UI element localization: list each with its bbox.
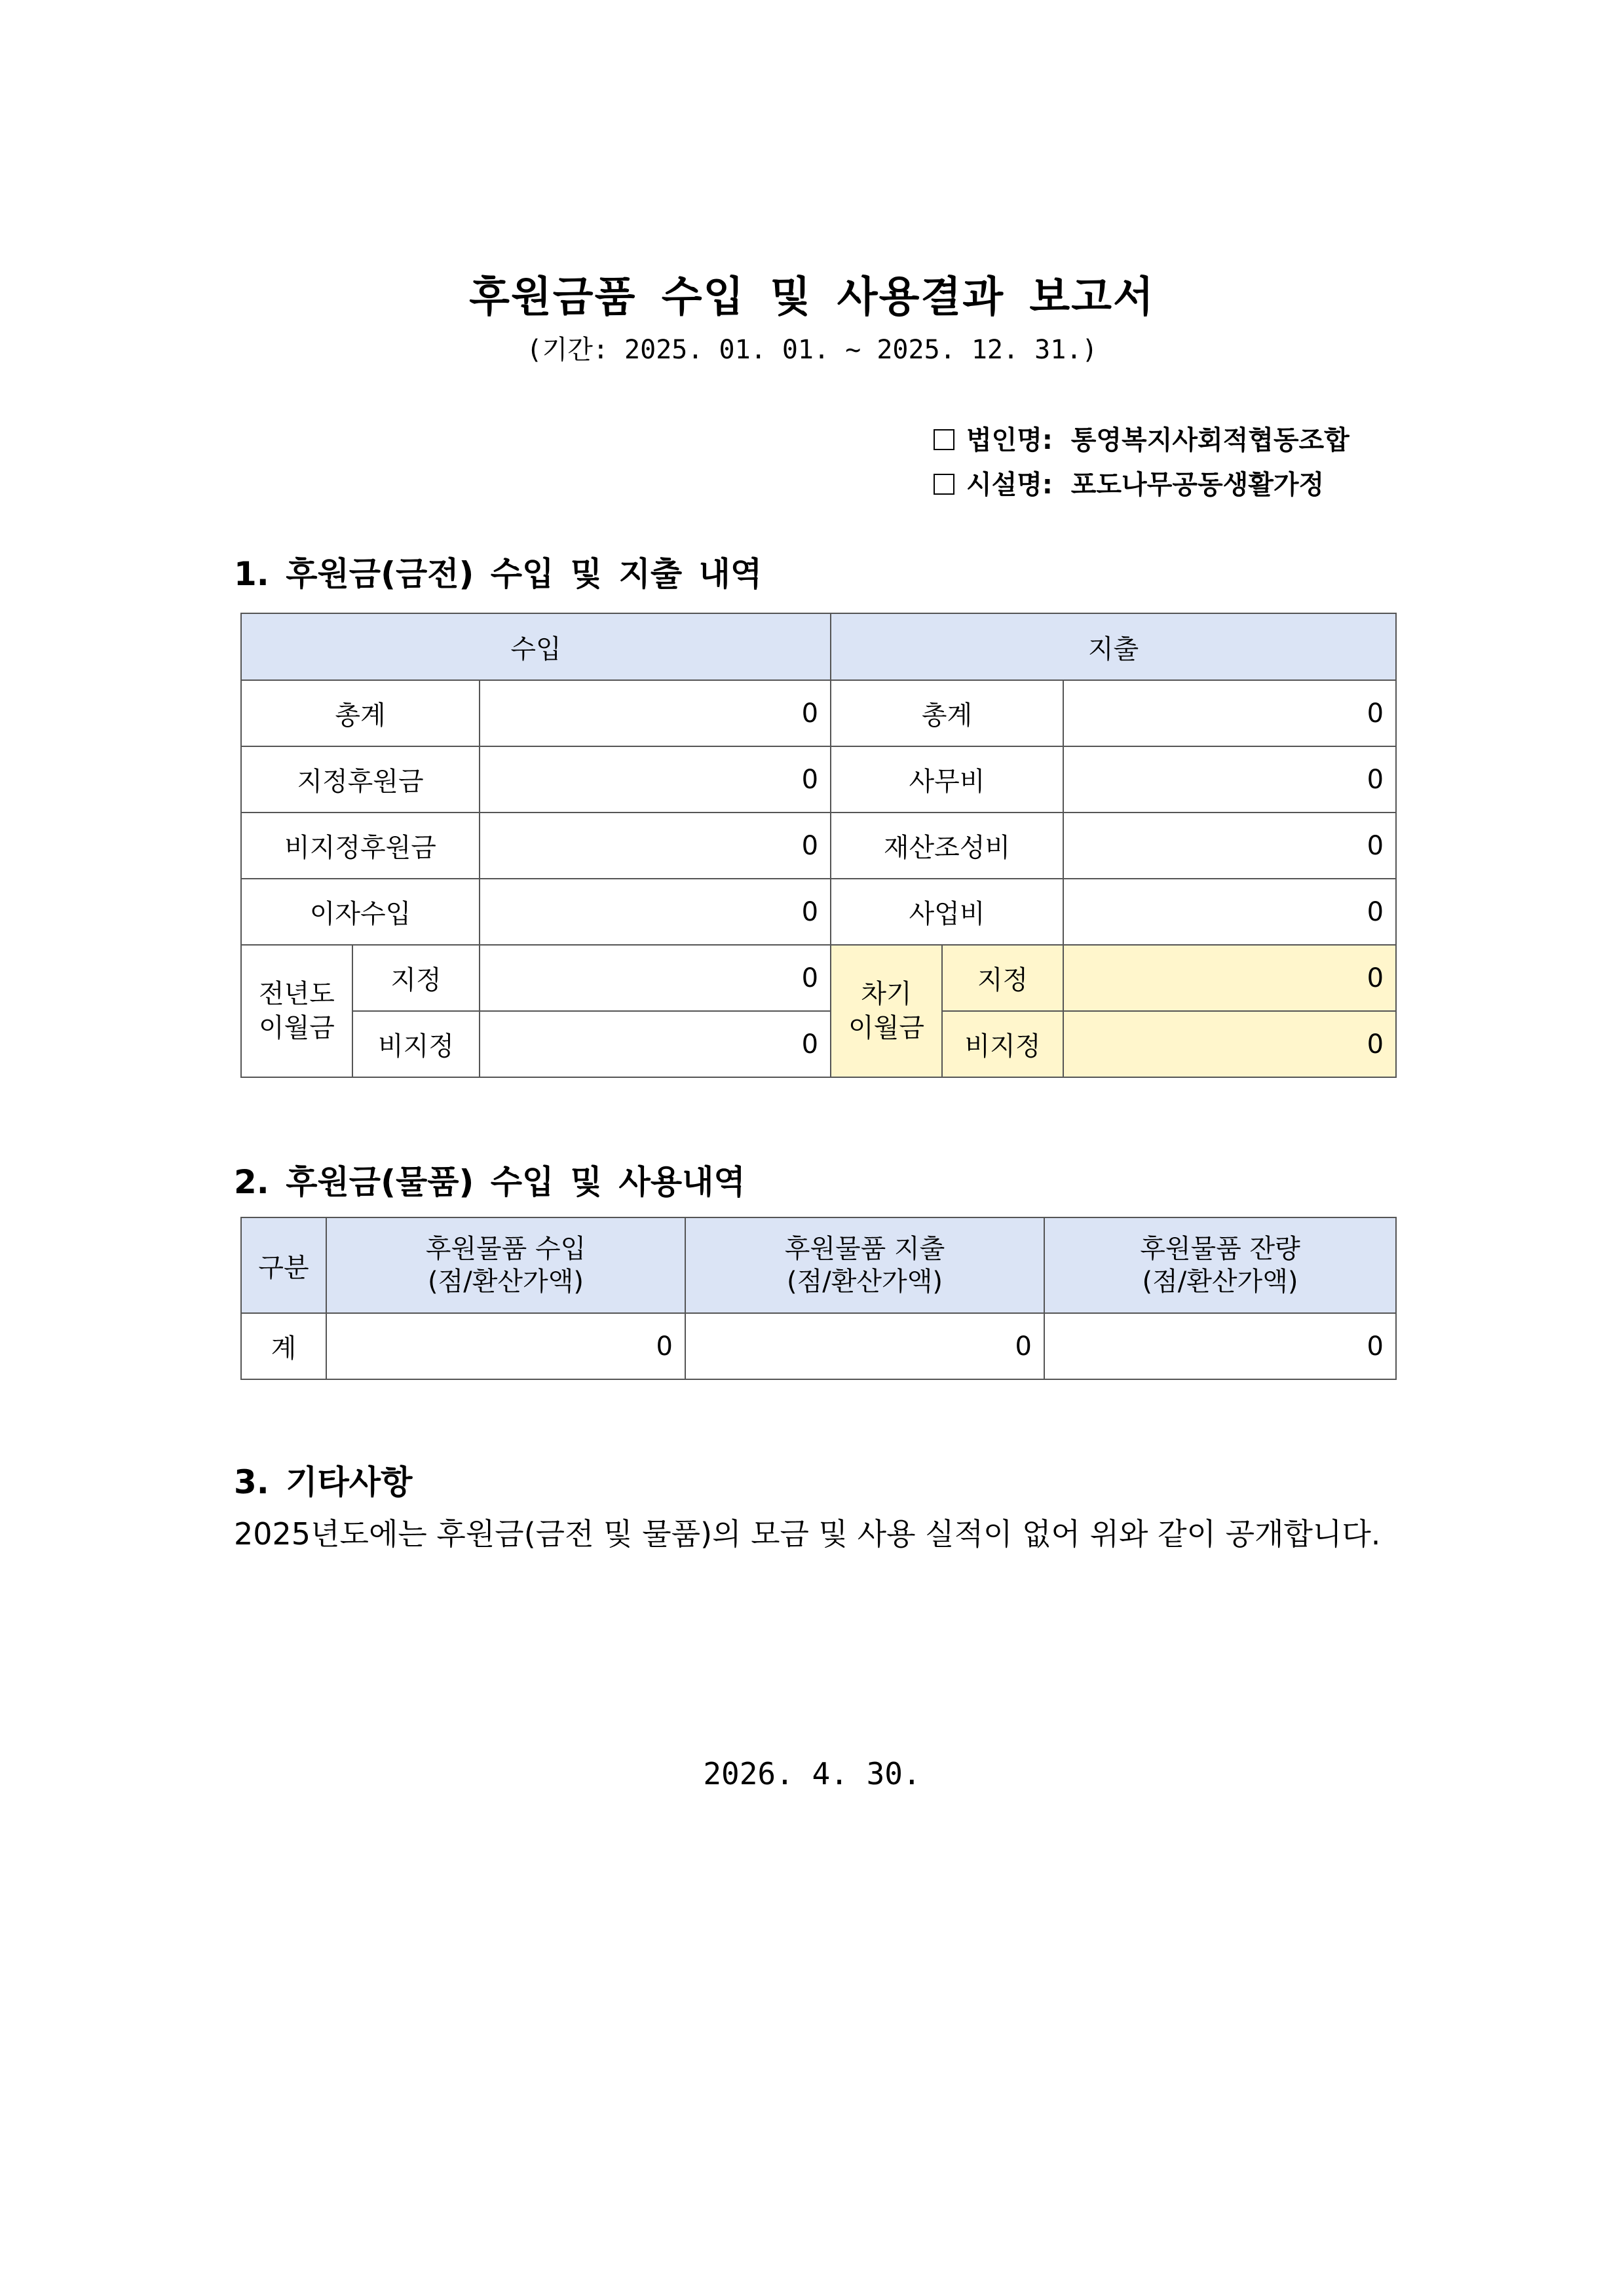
carry-in-label [241,945,352,1077]
table-row [241,680,1396,746]
income-header: 수입 [241,613,831,680]
facility-info [934,464,1324,501]
income-total-value: 0 [480,680,831,746]
income-total-label: 총계 [241,680,480,746]
carry-out-undesignated-label: 비지정 [942,1011,1063,1077]
remarks-text: 2025년도에는 후원금(금전 및 물품)의 모금 및 사용 실적이 없어 위와 같이 공개합니다. [234,1516,1381,1552]
corp-info [934,419,1350,457]
carry-in-designated-label: 지정 [352,945,480,1011]
table-row [241,746,1396,813]
carry-in-designated-value: 0 [480,945,831,1011]
expense-total-value: 0 [1063,680,1396,746]
goods-expense-total: 0 [685,1313,1044,1379]
goods-income-header-line2: (점/환산가액) [428,1267,584,1297]
corp-label: 법인명: [966,425,1053,455]
section3-heading: 3. 기타사항 [234,1463,413,1501]
asset-expense-label: 재산조성비 [831,813,1063,879]
section1-heading: 1. 후원금(금전) 수입 및 지출 내역 [234,555,763,593]
goods-balance-header-line2: (점/환산가액) [1142,1267,1298,1297]
project-expense-label: 사업비 [831,879,1063,945]
goods-donation-table [240,1217,1397,1380]
goods-balance-header [1044,1217,1396,1313]
checkbox-square-icon [934,429,954,450]
goods-expense-header-line1: 후원물품 지출 [784,1234,945,1264]
goods-expense-header-line2: (점/환산가액) [787,1267,943,1297]
facility-label: 시설명: [966,470,1053,500]
carry-out-designated-value: 0 [1063,945,1396,1011]
report-period: (기간: 2025. 01. 01. ~ 2025. 12. 31.) [526,335,1098,365]
goods-income-header-line1: 후원물품 수입 [425,1234,586,1264]
goods-balance-total: 0 [1044,1313,1396,1379]
facility-name: 포도나무공동생활가정 [1070,470,1325,500]
category-header: 구분 [241,1217,326,1313]
goods-expense-header [685,1217,1044,1313]
total-label: 계 [241,1313,326,1379]
corp-name: 통영복지사회적협동조합 [1070,425,1350,455]
carry-out-label-line2: 이월금 [848,1013,924,1043]
carry-out-label-line1: 차기 [861,979,912,1009]
carry-in-label-line2: 이월금 [259,1013,335,1043]
carry-in-label-line1: 전년도 [259,979,335,1009]
report-date: 2026. 4. 30. [703,1756,921,1791]
project-expense-value: 0 [1063,879,1396,945]
table-row [241,945,1396,1011]
designated-donation-value: 0 [480,746,831,813]
table-row [241,879,1396,945]
asset-expense-value: 0 [1063,813,1396,879]
office-expense-value: 0 [1063,746,1396,813]
carry-out-label [831,945,942,1077]
table-header-row [241,613,1396,680]
office-expense-label: 사무비 [831,746,1063,813]
expense-header: 지출 [831,613,1396,680]
carry-out-undesignated-value: 0 [1063,1011,1396,1077]
section2-heading: 2. 후원금(물품) 수입 및 사용내역 [234,1163,746,1201]
designated-donation-label: 지정후원금 [241,746,480,813]
document-title: 후원금품 수입 및 사용결과 보고서 [469,273,1155,322]
expense-total-label: 총계 [831,680,1063,746]
interest-income-value: 0 [480,879,831,945]
undesignated-donation-value: 0 [480,813,831,879]
carry-in-undesignated-value: 0 [480,1011,831,1077]
table-row [241,1011,1396,1077]
carry-in-undesignated-label: 비지정 [352,1011,480,1077]
table-header-row [241,1217,1396,1313]
goods-income-header [326,1217,685,1313]
interest-income-label: 이자수입 [241,879,480,945]
carry-out-designated-label: 지정 [942,945,1063,1011]
goods-balance-header-line1: 후원물품 잔량 [1140,1234,1300,1264]
cash-donation-table [240,613,1397,1078]
table-row [241,1313,1396,1379]
goods-income-total: 0 [326,1313,685,1379]
table-row [241,813,1396,879]
undesignated-donation-label: 비지정후원금 [241,813,480,879]
checkbox-square-icon [934,474,954,495]
